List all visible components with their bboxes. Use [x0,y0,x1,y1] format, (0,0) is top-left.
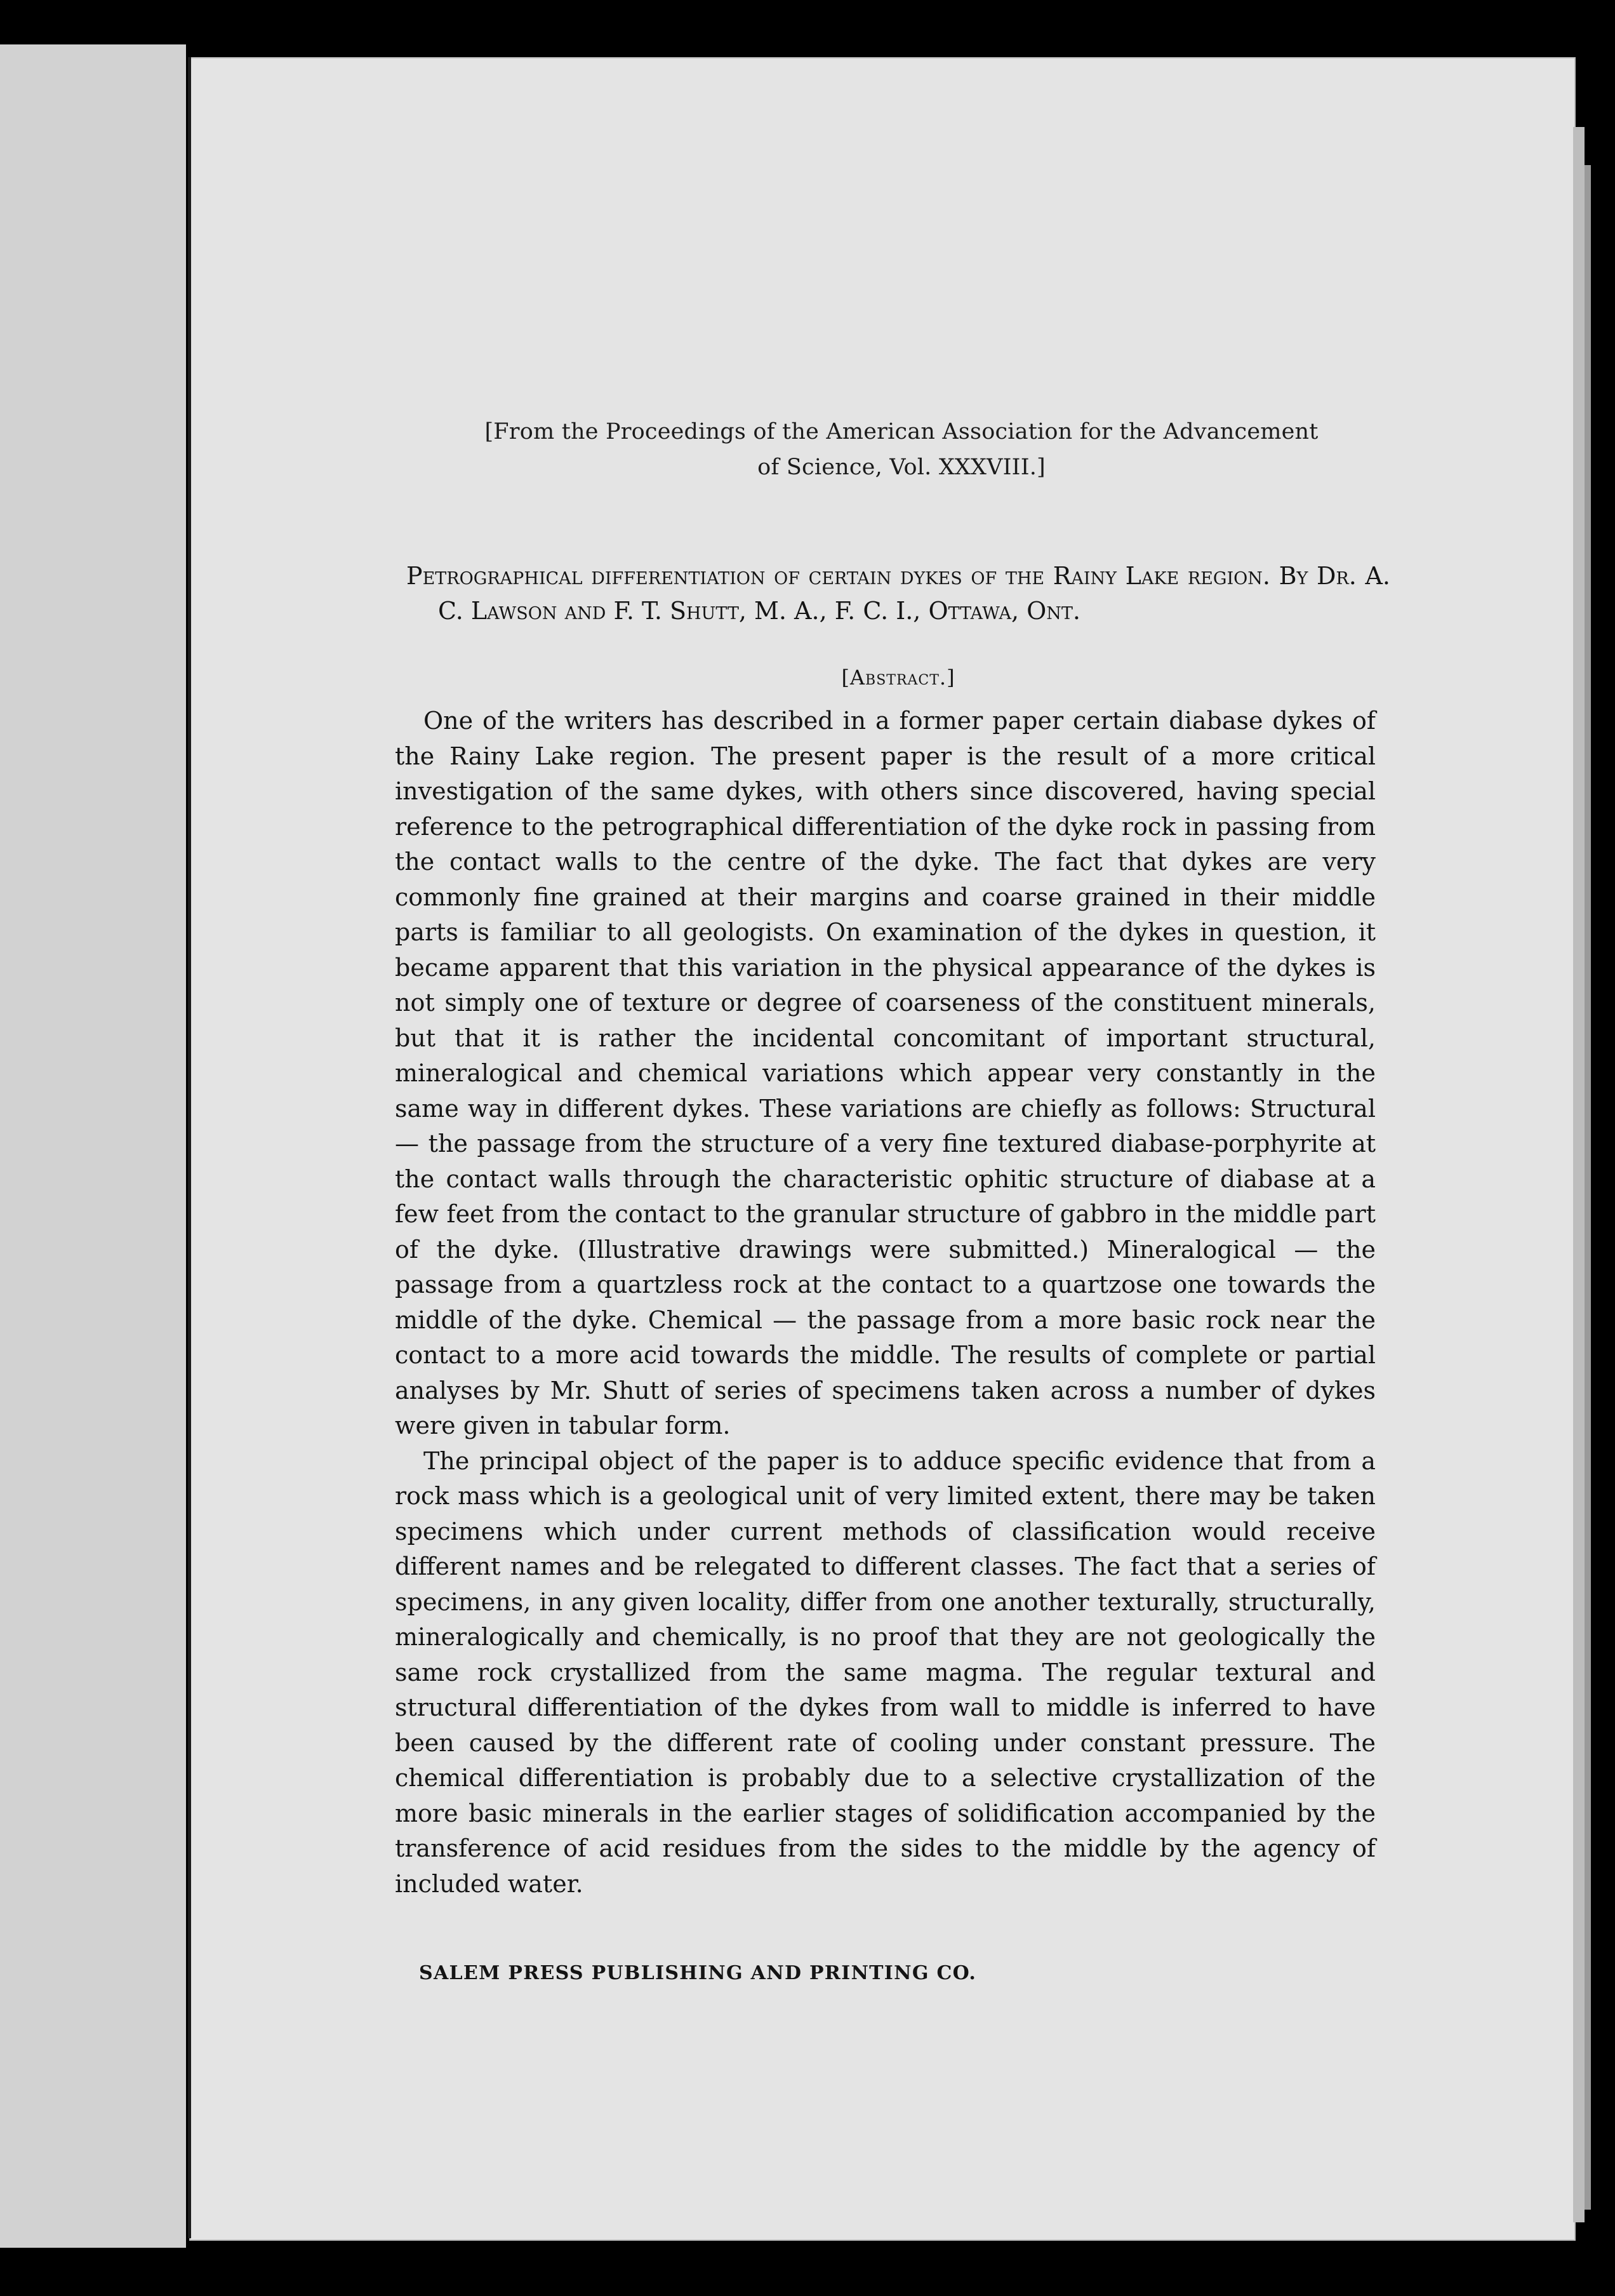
printer-imprint: SALEM PRESS PUBLISHING AND PRINTING CO. [419,1962,977,1984]
paragraph: One of the writers has described in a former paper certain diabase dykes of the Rainy Lake region. The present paper is the result of a more critical investigation of the same dykes, with others since discovered, having special reference to the petrographical differentiation of the dyke rock in passing from the contact walls to the centre of the dyke. The fact that dykes are very commonly fine grained at their margins and coarse grained in their middle parts is familiar to all geologists. On examination of the dykes in question, it became apparent that this variation in the physical appearance of the dykes is not simply one of texture or degree of coarseness of the constituent minerals, but that it is rather the incidental concomitant of important structural, mineralogical and chemical variations which appear very constantly in the same way in different dykes. These variations are chiefly as follows: Structural — the passage from the structure of a very fine textured diabase-porphyrite at the contact walls through the characteristic ophitic structure of diabase at a few feet from the contact to the granular structure of gabbro in the middle part of the dyke. (Illustrative drawings were submitted.) Mineralogical — the passage from a quartzless rock at the contact to a quartzose one towards the middle of the dyke. Chemical — the passage from a more basic rock near the contact to a more acid towards the middle. The results of complete or partial analyses by Mr. Shutt of series of specimens taken across a number of dykes were given in tabular form. [395,707,1376,1439]
article-title: Petrographical differentiation of certain dykes of the Rainy Lake region. By Dr. A. C. Lawson and F. T. Shutt, M. A., F. C. I., Ottawa, Ont. [406,562,1390,625]
citation-line-1: [From the Proceedings of the American Association for the Advancement [484,419,1319,444]
facing-page-edge [0,44,186,2248]
page-stack-edge [1573,127,1585,2222]
page-stack-shadow [1585,165,1591,2210]
abstract-body [395,704,1376,1902]
paragraph: The principal object of the paper is to adduce specific evidence that from a rock mass which is a geological unit of very limited extent, there may be taken specimens which under current methods of classification would receive different names and be relegated to different classes. The fact that a series of specimens, in any given locality, differ from one another texturally, structurally, mineralogically and chemically, is no proof that they are not geologically the same rock crystallized from the same magma. The regular textural and structural differentiation of the dykes from wall to middle is inferred to have been caused by the different rate of cooling under constant pressure. The chemical differentiation is probably due to a selective crystallization of the more basic minerals in the earlier stages of solidification accompanied by the transference of acid residues from the sides to the middle by the agency of included water. [395,1446,1376,1898]
citation-line-2: of Science, Vol. XXXVIII.] [757,455,1046,480]
source-citation [413,414,1390,485]
abstract-label: [Abstract.] [841,665,955,690]
page-spine [188,57,191,2238]
